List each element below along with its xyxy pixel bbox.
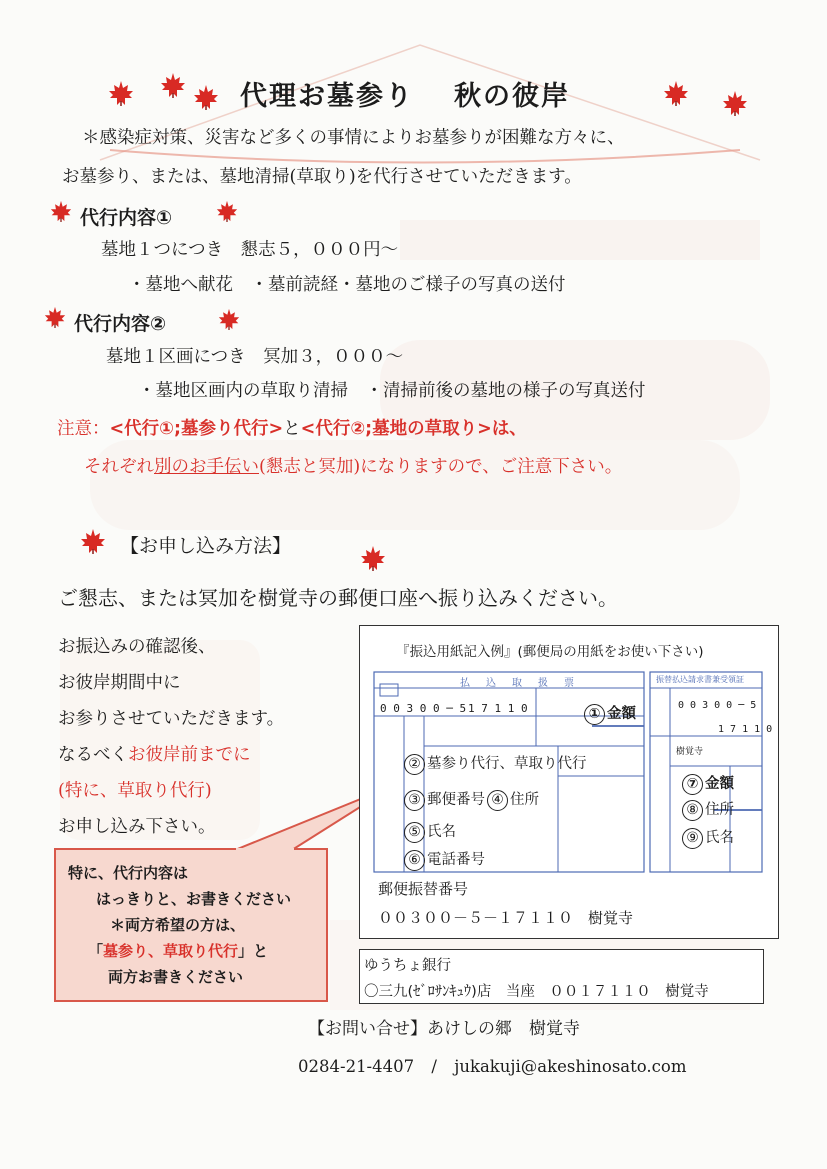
form-mini-tail: 1 7 1 1 0 [718,724,773,735]
form-account-tail: 1 7 1 1 0 [468,702,528,715]
form-account-digits: 0 0 3 0 0 ─ 5 [380,702,467,715]
form-item-name: ⑤ 氏名 [404,820,456,843]
service1-items: ・墓地へ献花 ・墓前読経・墓地のご様子の写真の送付 [128,275,566,295]
form-print-header-right: 振替払込請求書兼受領証 [656,675,744,684]
bank-name: ゆうちょ銀行 [364,958,451,974]
form-item-name-receipt: ⑨ 氏名 [682,826,734,849]
caution-service1: <代行①;墓参り代行> [109,419,284,439]
intro-line-1: ＊感染症対策、災害など多くの事情によりお墓参りが困難な方々に、 [82,128,625,148]
service2-price: 墓地１区画につき 冥加３，０００～ [106,347,404,367]
form-item-amount: ① 金額 [584,702,636,725]
apply-lead: ご懇志、または冥加を樹覚寺の郵便口座へ振り込みください。 [58,586,618,610]
service1-price: 墓地１つにつき 懇志５，０００円～ [101,240,399,260]
caution-label: 注意： [57,419,110,439]
form-item-phone: ⑥ 電話番号 [404,848,485,871]
callout-note: 特に、代行内容は はっきりと、お書きください ＊両方希望の方は、 「墓参り、草取り代行」と 両方お書きください [54,848,328,1002]
contact-line [308,1019,580,1040]
transfer-number: ００３００－５－１７１１０ 樹覚寺 [378,909,634,927]
transfer-number-label: 郵便振替番号 [378,880,469,898]
apply-body: お振込みの確認後、 お彼岸期間中に お参りさせていただきます。 なるべくお彼岸前までに (特に、草取り代行) お申し込み下さい。 [58,637,285,837]
form-mini-account: 0 0 3 0 0 ─ 5 [678,700,757,711]
form-caption: 『振込用紙記入例』(郵便局の用紙をお使い下さい) [396,644,704,660]
form-mini-name: 樹覚寺 [676,747,704,757]
form-item-service: ② 墓参り代行、草取り代行 [404,752,587,775]
page-title: 代理お墓参り 秋の彼岸 [240,81,570,112]
contact-label: 【お問い合せ】 [308,1019,427,1039]
caution-line-1: 注意：<代行①;墓参り代行>と<代行②;墓地の草取り>は、 [57,419,527,439]
service1-heading: 代行内容① [80,207,173,229]
apply-heading: 【お申し込み方法】 [120,535,292,557]
intro-line-2: お墓参り、または、墓地清掃(草取り)を代行させていただきます。 [62,167,582,187]
caution-service2: <代行②;墓地の草取り> [300,419,492,439]
contact-details: 0284-21-4407 / jukakuji@akeshinosato.com [298,1057,687,1076]
form-print-header: 払 込 取 扱 票 [460,678,577,689]
form-item-amount-receipt: ⑦ 金額 [682,772,734,795]
form-item-postal: ③ 郵便番号 ④ 住所 [404,788,539,811]
bank-branch-account: 〇三九(ｾﾞﾛｻﾝｷｭｳ)店 当座 ００１７１１０ 樹覚寺 [364,984,709,1000]
contact-phone: 0284-21-4407 [298,1057,415,1076]
caution-line-2: それぞれ別のお手伝い(懇志と冥加)になりますので、ご注意下さい。 [84,457,623,477]
service2-heading: 代行内容② [74,313,167,335]
contact-org: あけしの郷 樹覚寺 [427,1019,580,1039]
caution-separate-help: 別のお手伝い [154,457,259,477]
service2-items: ・墓地区画内の草取り清掃 ・清掃前後の墓地の様子の写真送付 [138,381,646,401]
bank-info [359,949,764,1004]
transfer-form-example [359,625,779,939]
contact-email[interactable]: jukakuji@akeshinosato.com [454,1057,687,1076]
form-item-address-receipt: ⑧ 住所 [682,798,734,821]
callout-gap [236,848,294,851]
